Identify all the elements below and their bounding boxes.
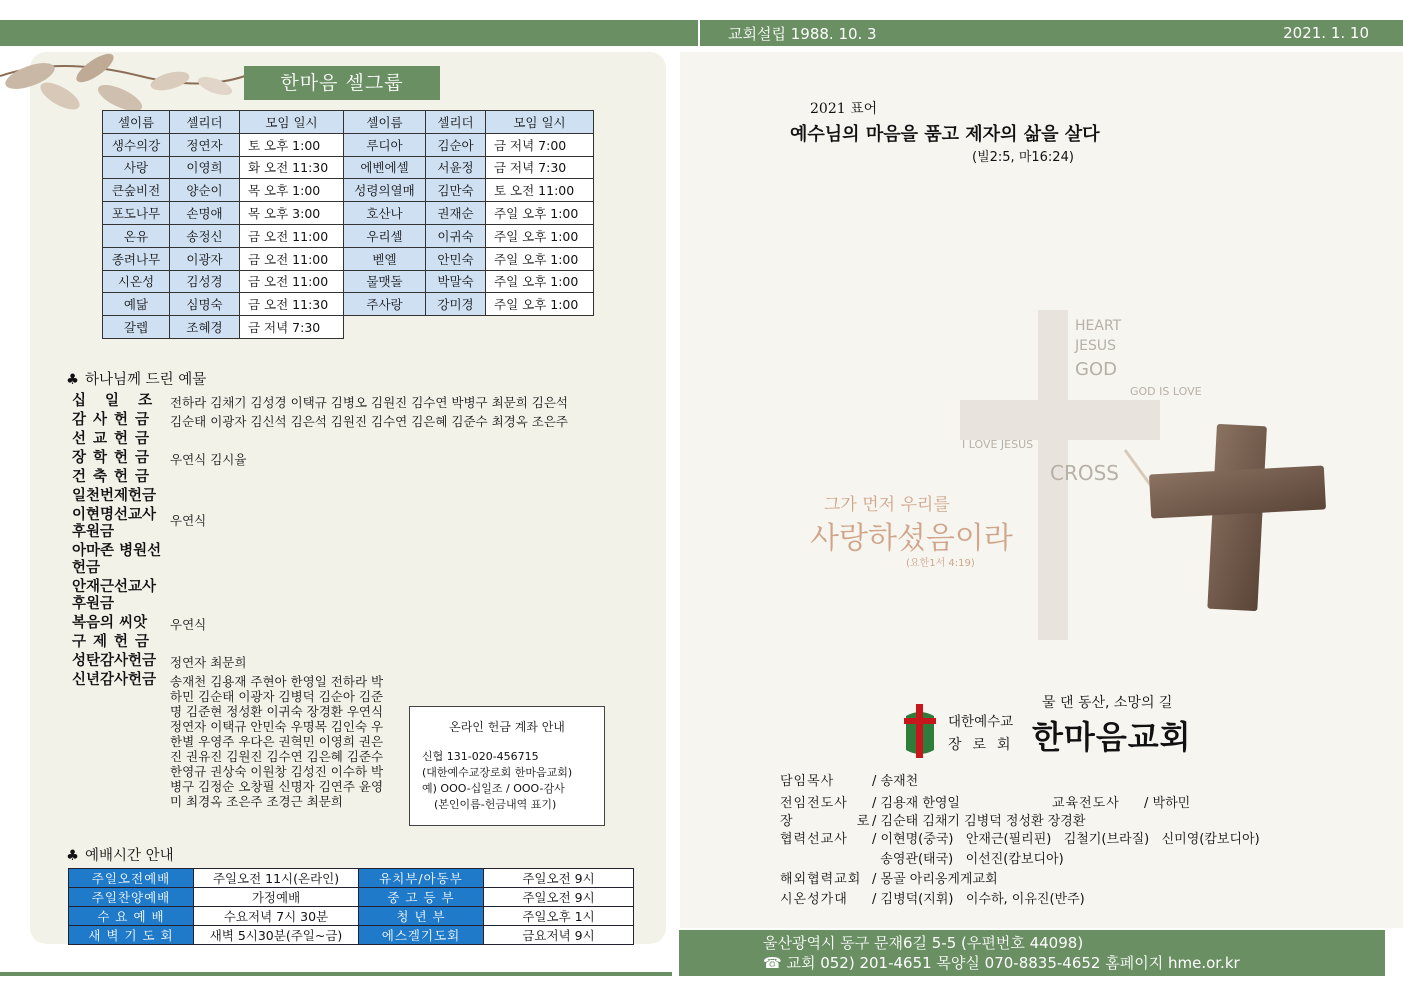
offering-label: 건축헌금 (72, 469, 157, 485)
table-cell: 조혜경 (170, 316, 240, 339)
table-header-row (103, 111, 594, 134)
calligraphy-verse: (요한1서 4:19) (906, 558, 975, 569)
table-cell: 벧엘 (344, 247, 426, 270)
offering-row (72, 469, 632, 486)
cell-group-body (103, 133, 594, 338)
table-cell: 이영희 (170, 156, 240, 179)
table-cell: 토 오후 1:00 (240, 133, 344, 156)
denomination-line1: 대한예수교 (948, 714, 1014, 730)
cell-group-title: 한마음 셀그룹 (244, 66, 440, 100)
calligraphy-small: 그가 먼저 우리를 (824, 495, 950, 515)
table-row (103, 224, 594, 247)
offering-row (72, 579, 632, 613)
worship-table (68, 868, 634, 945)
offering-row (72, 412, 632, 429)
table-cell: 주일 오후 1:00 (486, 224, 594, 247)
worship-service-time: 수요저녁 7시 30분 (194, 907, 359, 926)
worship-service-name: 청 년 부 (359, 907, 484, 926)
table-row (103, 293, 594, 316)
column-header: 셀이름 (103, 111, 170, 134)
table-cell: 권재순 (426, 202, 486, 225)
offering-row (72, 634, 632, 651)
deposit-note: (본인이름-헌금내역 표기) (434, 798, 557, 811)
table-cell: 갈렙 (103, 316, 170, 339)
table-cell: 성령의열매 (344, 179, 426, 202)
club-icon: ♣ (66, 848, 79, 864)
staff-label: 장 로 (780, 814, 900, 829)
staff-row (780, 868, 998, 887)
worship-heading (66, 844, 174, 865)
denomination-line2: 장로회 (948, 737, 1022, 753)
offering-row (72, 393, 632, 410)
offering-row (72, 653, 632, 670)
church-address: 울산광역시 동구 문재6길 5-5 (우편번호 44098) (763, 934, 1084, 952)
deposit-example: 예) OOO-십일조 / OOO-감사 (422, 782, 565, 795)
table-cell: 금 오전 11:30 (240, 293, 344, 316)
offering-names: 정연자 최문희 (170, 655, 247, 670)
staff-row (780, 810, 1085, 829)
table-cell: 이광자 (170, 247, 240, 270)
worship-service-name: 수 요 예 배 (69, 907, 194, 926)
offering-row (72, 543, 632, 577)
worship-service-name: 주일찬양예배 (69, 888, 194, 907)
table-row (103, 133, 594, 156)
column-header: 모임 일시 (240, 111, 344, 134)
table-cell: 화 오전 11:30 (240, 156, 344, 179)
offering-names: 전하라 김채기 김성경 이택규 김병오 김원진 김수연 박병구 최문희 김은석 (170, 395, 569, 410)
offering-label: 아마존 병원선헌금 (72, 543, 162, 576)
table-cell: 주일 오후 1:00 (486, 247, 594, 270)
motto-year-label: 2021 표어 (810, 101, 878, 117)
staff-value: / 송재천 (872, 774, 919, 789)
founded-date: 교회설립 1988. 10. 3 (728, 24, 877, 43)
offering-label: 이현명선교사 후원금 (72, 507, 157, 540)
worship-service-time: 새벽 5시30분(주일~금) (194, 926, 359, 945)
table-cell: 금 저녁 7:30 (240, 316, 344, 339)
online-offering-box (409, 706, 605, 826)
table-cell: 금 오전 11:00 (240, 270, 344, 293)
staff-value-2: / 박하민 (1144, 796, 1191, 811)
offering-label: 신년감사헌금 (72, 672, 157, 688)
table-cell: 정연자 (170, 133, 240, 156)
worship-service-time: 금요저녁 9시 (484, 926, 634, 945)
worship-service-time: 주일오후 1시 (484, 907, 634, 926)
staff-label: 해외협력교회 (780, 872, 862, 887)
table-cell: 온유 (103, 224, 170, 247)
table-cell: 김순아 (426, 133, 486, 156)
table-cell: 토 오전 11:00 (486, 179, 594, 202)
table-cell: 주일 오후 1:00 (486, 270, 594, 293)
table-cell: 김만숙 (426, 179, 486, 202)
offering-label: 선교헌금 (72, 431, 157, 447)
worship-service-name: 중 고 등 부 (359, 888, 484, 907)
table-cell: 주일 오후 1:00 (486, 293, 594, 316)
worship-service-time: 가정예배 (194, 888, 359, 907)
worship-service-time: 주일오전 11시(온라인) (194, 869, 359, 888)
offering-label: 일천번제헌금 (72, 488, 157, 504)
staff-row (780, 828, 1260, 847)
table-cell: 포도나무 (103, 202, 170, 225)
offering-row (72, 431, 632, 448)
table-row (103, 270, 594, 293)
table-cell: 김성경 (170, 270, 240, 293)
table-row (103, 156, 594, 179)
worship-row (69, 907, 634, 926)
table-cell: 금 저녁 7:30 (486, 156, 594, 179)
table-row (103, 179, 594, 202)
account-number: 신협 131-020-456715 (422, 750, 539, 763)
offering-names: 김순태 이광자 김신석 김은석 김원진 김수연 김은혜 김준수 최경옥 조은주 (170, 414, 569, 429)
worship-service-time: 주일오전 9시 (484, 888, 634, 907)
offering-names: 우연식 (170, 513, 207, 528)
staff-value: 송영관(태국) 이선진(캄보디아) (872, 852, 1064, 867)
table-cell: 서윤정 (426, 156, 486, 179)
offering-row (72, 450, 632, 467)
offering-names: 송재천 김용재 주현아 한영일 전하라 박하민 김순태 이광자 김병덕 김순아 김준명 김준현 정성환 이귀숙 장경환 우연식 정연자 이택규 안민숙 우명목 김인숙 우한별 우영주 우다은 권혁민 이영희 권은진 권유진 김원진 김수연 김은혜 김준수 한영규 권상숙 이원창 김성진 이수하 박병구 김정순 오창필 신명자 김연주 윤영미 최경옥 조은주 조경근 최문희 (170, 674, 384, 809)
offering-label: 구제헌금 (72, 634, 157, 650)
worship-row (69, 888, 634, 907)
table-cell: 박말숙 (426, 270, 486, 293)
address-bar (679, 930, 1385, 976)
staff-row (780, 888, 1085, 907)
worship-row (69, 926, 634, 945)
staff-label: 담임목사 (780, 774, 835, 789)
table-cell: 목 오후 1:00 (240, 179, 344, 202)
table-cell: 큰숲비전 (103, 179, 170, 202)
table-cell: 금 오전 11:00 (240, 224, 344, 247)
word-cloud-god: GOD (1075, 359, 1117, 380)
staff-label: 전임전도사 (780, 796, 848, 811)
table-cell: 심명숙 (170, 293, 240, 316)
staff-label: 협력선교사 (780, 832, 848, 847)
staff-value: / 몽골 아리옹게게교회 (872, 872, 998, 887)
worship-service-name: 에스겔기도회 (359, 926, 484, 945)
word-cloud-god-is-love: GOD IS LOVE (1130, 385, 1202, 398)
table-cell: 시온성 (103, 270, 170, 293)
phone-icon: ☎ (763, 954, 787, 972)
cell-group-table (102, 110, 594, 339)
church-slogan: 물 댄 동산, 소망의 길 (1042, 695, 1173, 711)
table-cell: 금 오전 11:00 (240, 247, 344, 270)
staff-value: / 김순태 김채기 김병덕 정성환 장경환 (872, 814, 1086, 829)
worship-service-name: 유치부/아동부 (359, 869, 484, 888)
church-contact (763, 953, 1385, 973)
offering-row (72, 488, 632, 505)
offering-names (170, 469, 632, 471)
cross-illustration (780, 300, 1400, 680)
table-cell: 예닮 (103, 293, 170, 316)
online-offering-title: 온라인 헌금 계좌 안내 (449, 720, 565, 734)
worship-service-time: 주일오전 9시 (484, 869, 634, 888)
table-row (103, 316, 594, 339)
table-cell: 물맷돌 (344, 270, 426, 293)
table-cell: 호산나 (344, 202, 426, 225)
table-cell: 안민숙 (426, 247, 486, 270)
wooden-cross-horizontal (1149, 465, 1326, 518)
table-cell: 목 오후 3:00 (240, 202, 344, 225)
table-cell: 우리셀 (344, 224, 426, 247)
staff-value: / 이현명(중국) 안재근(필리핀) 김철기(브라질) 신미영(캄보디아) (872, 832, 1260, 847)
staff-label (780, 848, 872, 867)
club-icon: ♣ (66, 372, 79, 388)
staff-label-2: 교육전도사 (1052, 796, 1120, 811)
staff-value: / 김병덕(지휘) 이수하, 이유진(반주) (872, 892, 1085, 907)
staff-row (780, 848, 1064, 867)
table-cell: 송정신 (170, 224, 240, 247)
table-cell: 종려나무 (103, 247, 170, 270)
table-cell: 손명애 (170, 202, 240, 225)
offerings-title: 하나님께 드린 예물 (85, 372, 207, 388)
column-header: 셀리더 (426, 111, 486, 134)
offering-label: 안재근선교사 후원금 (72, 579, 157, 612)
word-cloud-jesus: JESUS (1075, 338, 1116, 354)
offering-names (170, 579, 632, 585)
offering-label: 감사헌금 (72, 412, 157, 428)
offering-names: 우연식 김시율 (170, 452, 247, 467)
motto-main: 예수님의 마음을 품고 제자의 삶을 살다 (790, 124, 1100, 145)
offerings-heading (66, 368, 206, 389)
column-header: 셀리더 (170, 111, 240, 134)
staff-label: 시온성가대 (780, 892, 848, 907)
table-cell: 사랑 (103, 156, 170, 179)
table-row (103, 247, 594, 270)
offering-names (170, 431, 632, 433)
column-header: 모임 일시 (486, 111, 594, 134)
table-cell: 양순이 (170, 179, 240, 202)
word-cloud-heart: HEART (1075, 318, 1122, 334)
church-name: 한마음교회 (1032, 718, 1192, 756)
worship-service-name: 새 벽 기 도 회 (69, 926, 194, 945)
table-cell: 이귀숙 (426, 224, 486, 247)
column-header: 셀이름 (344, 111, 426, 134)
table-row (103, 202, 594, 225)
table-cell: 강미경 (426, 293, 486, 316)
word-cloud-cross: CROSS (1050, 461, 1119, 485)
offering-label: 복음의 씨앗 (72, 615, 148, 631)
word-cloud-horizontal (960, 400, 1160, 440)
table-cell: 에벤에셀 (344, 156, 426, 179)
worship-row (69, 869, 634, 888)
worship-service-name: 주일오전예배 (69, 869, 194, 888)
staff-row (780, 770, 918, 789)
offering-row (72, 507, 632, 541)
worship-title: 예배시간 안내 (85, 848, 174, 864)
table-cell: 루디아 (344, 133, 426, 156)
bulletin-date: 2021. 1. 10 (1283, 24, 1369, 42)
bottom-band (0, 972, 672, 976)
calligraphy-big: 사랑하셨음이라 (810, 521, 1013, 556)
empty-cell (426, 316, 486, 339)
table-cell: 주사랑 (344, 293, 426, 316)
worship-body (69, 869, 634, 945)
offering-row (72, 615, 632, 632)
table-cell: 생수의강 (103, 133, 170, 156)
wooden-cross-vertical (1207, 424, 1267, 611)
church-logo-icon (898, 702, 942, 760)
offering-names (170, 543, 632, 549)
account-holder: (대한예수교장로회 한마음교회) (422, 766, 573, 779)
offering-names (170, 488, 632, 490)
motto-reference: (빌2:5, 마16:24) (972, 150, 1074, 165)
offering-names (170, 634, 632, 636)
offering-label: 장학헌금 (72, 450, 157, 466)
table-cell: 주일 오후 1:00 (486, 202, 594, 225)
offering-label: 성탄감사헌금 (72, 653, 157, 669)
staff-row (780, 792, 1190, 811)
offering-label: 십 일 조 (72, 393, 160, 409)
word-cloud-i-love-jesus: I LOVE JESUS (962, 438, 1034, 451)
top-bar-right (700, 20, 1403, 46)
empty-cell (344, 316, 426, 339)
contact-text: 교회 052) 201-4651 목양실 070-8835-4652 홈페이지 hme.or.kr (786, 954, 1240, 972)
table-cell: 금 저녁 7:00 (486, 133, 594, 156)
staff-value: / 김용재 한영일 (872, 796, 960, 811)
offering-names: 우연식 (170, 617, 207, 632)
empty-cell (486, 316, 594, 339)
